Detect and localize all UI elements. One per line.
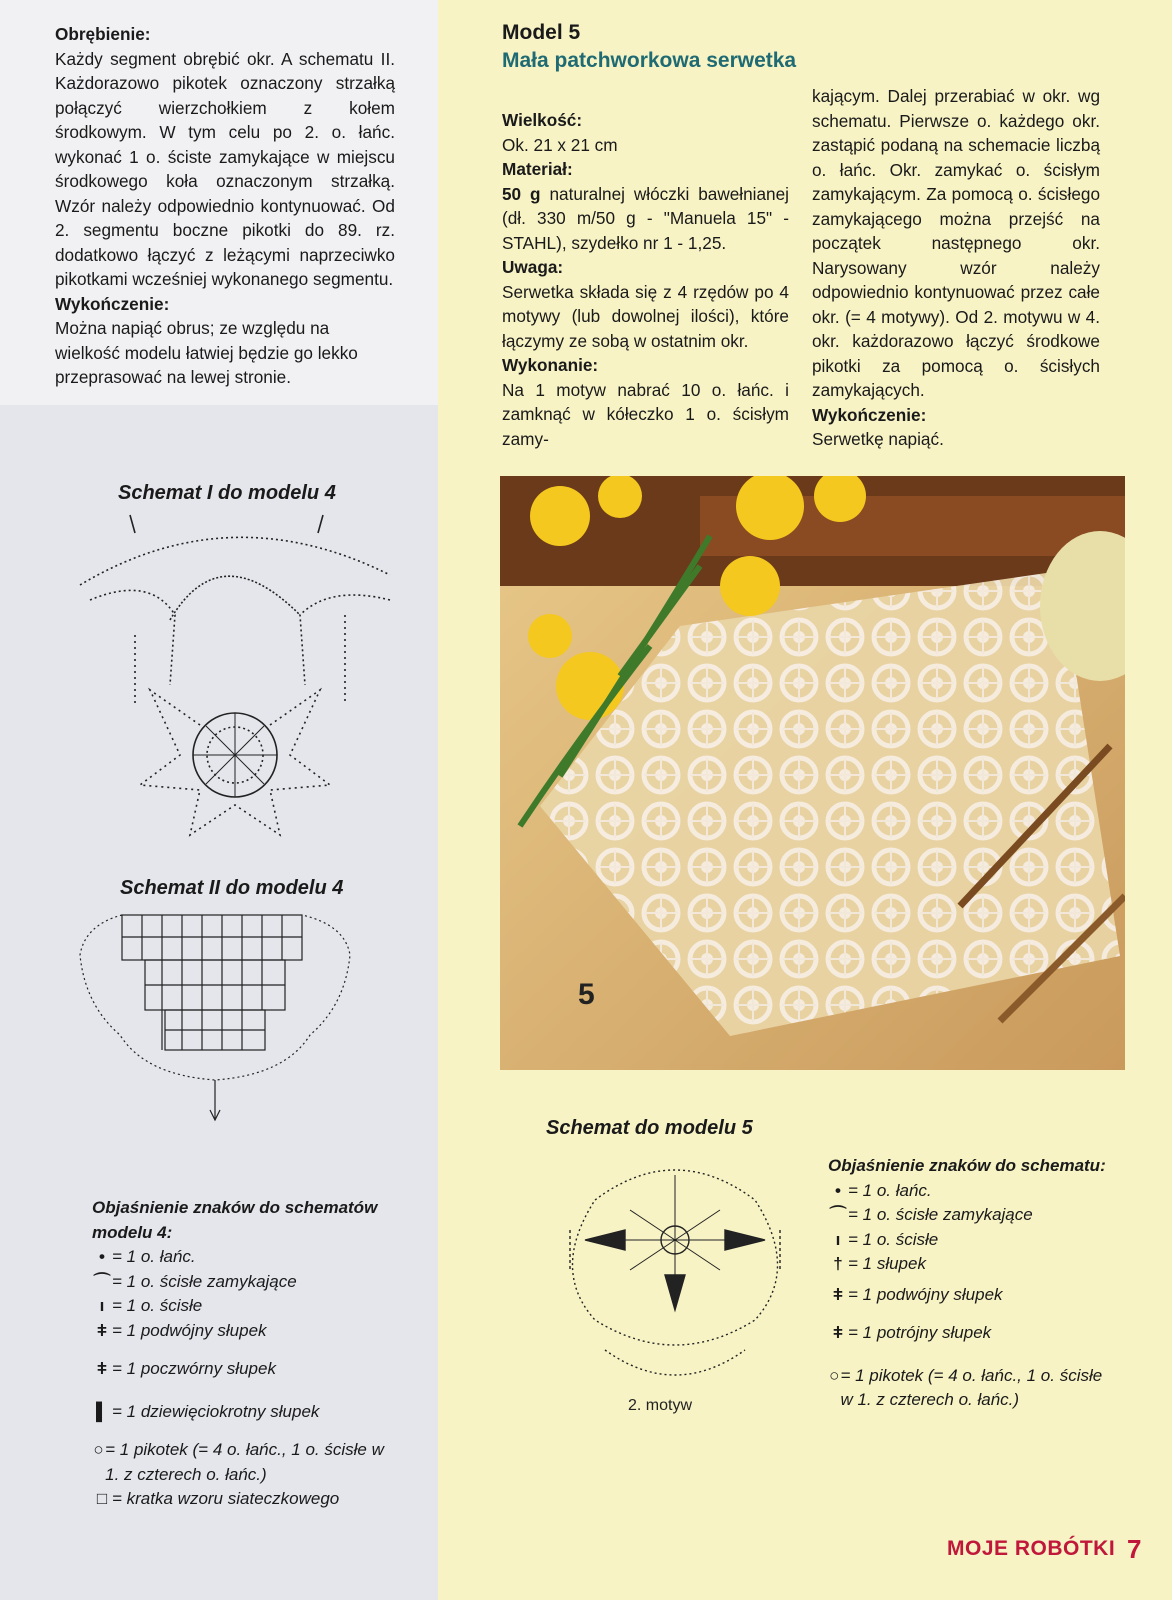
model5-column-2 bbox=[812, 84, 1100, 452]
page-number: 7 bbox=[1127, 1534, 1142, 1564]
double-treble-icon: ǂ bbox=[97, 1320, 107, 1340]
execution-text: Na 1 motyw nabrać 10 o. łańc. i zamknąć w kółeczko 1 o. ścisłym zamy- bbox=[502, 379, 789, 449]
legend4-item bbox=[92, 1487, 397, 1512]
model-title: Model 5 bbox=[502, 21, 581, 44]
finish-text: Serwetkę napiąć. bbox=[812, 429, 944, 449]
legend5-item bbox=[828, 1321, 1118, 1346]
legend5-title: Objaśnienie znaków do schematu: bbox=[828, 1156, 1106, 1175]
quadruple-treble-icon: ǂ bbox=[97, 1359, 107, 1378]
legend4-text: = kratka wzoru siateczkowego bbox=[112, 1489, 340, 1508]
triple-treble-icon: ǂ bbox=[833, 1323, 843, 1342]
legend5-text: = 1 o. ścisłe zamykające bbox=[848, 1205, 1033, 1224]
note-text: Serwetka składa się z 4 rzędów po 4 motywy (lub dowolnej ilości), które łączymy ze sobą w ostatnim okr. bbox=[502, 281, 789, 351]
legend5-item bbox=[828, 1228, 1118, 1253]
legend5-text: = 1 o. ścisłe bbox=[848, 1229, 939, 1249]
schema5-title: Schemat do modelu 5 bbox=[546, 1117, 753, 1139]
schema1-diagram bbox=[60, 505, 420, 845]
chain-icon: • bbox=[99, 1247, 105, 1266]
model5-column-1 bbox=[502, 108, 789, 451]
magazine-brand: MOJE ROBÓTKI bbox=[947, 1537, 1116, 1560]
material-amount: 50 g bbox=[502, 183, 541, 204]
legend4-text: = 1 o. ścisłe bbox=[112, 1296, 203, 1315]
legend5-text: = 1 potrójny słupek bbox=[848, 1323, 992, 1342]
mesh-square-icon: □ bbox=[96, 1489, 108, 1508]
note-heading: Uwaga: bbox=[502, 257, 564, 277]
photo-number: 5 bbox=[578, 978, 595, 1011]
size-heading: Wielkość: bbox=[502, 110, 583, 130]
double-treble-icon: ǂ bbox=[833, 1284, 843, 1304]
legend4-item bbox=[92, 1400, 397, 1425]
legend4-text: = 1 dziewięciokrotny słupek bbox=[112, 1401, 320, 1421]
legend5-item bbox=[828, 1252, 1118, 1277]
material-text bbox=[502, 182, 789, 256]
material-heading: Materiał: bbox=[502, 159, 573, 179]
single-crochet-icon: ı bbox=[835, 1229, 841, 1249]
treble-icon: † bbox=[833, 1254, 843, 1273]
schema5-diagram bbox=[550, 1160, 800, 1420]
schema2-title: Schemat II do modelu 4 bbox=[120, 877, 344, 899]
slip-stitch-icon: ⌒ bbox=[829, 1205, 847, 1224]
legend4-item bbox=[92, 1319, 397, 1344]
schema1-title: Schemat I do modelu 4 bbox=[118, 482, 336, 504]
legend4-text: = 1 podwójny słupek bbox=[112, 1320, 267, 1340]
picot-icon: ○ bbox=[829, 1365, 840, 1385]
heading-wykonczenie: Wykończenie: bbox=[55, 293, 170, 314]
legend5-item bbox=[828, 1203, 1118, 1228]
legend4-item bbox=[92, 1270, 397, 1295]
legend4-text: = 1 o. łańc. bbox=[112, 1247, 196, 1266]
paragraph-wykonczenie: Można napiąć obrus; ze względu na wielkość modelu łatwiej będzie go lekko przeprasować na lewej stronie. bbox=[55, 318, 358, 387]
legend-model5 bbox=[828, 1154, 1118, 1413]
legend5-text: = 1 podwójny słupek bbox=[848, 1284, 1003, 1304]
model-subtitle: Mała patchworkowa serwetka bbox=[502, 49, 797, 72]
legend5-item bbox=[828, 1179, 1118, 1204]
legend4-item bbox=[92, 1294, 397, 1319]
heading-obrebienie: Obrębienie: bbox=[55, 24, 151, 44]
schema2-diagram bbox=[65, 905, 365, 1145]
legend5-item bbox=[828, 1283, 1118, 1308]
legend-model4 bbox=[92, 1196, 397, 1512]
execution-continued: kającym. Dalej przerabiać w okr. wg schematu. Pierwsze o. każdego okr. zastąpić podaną na schemacie liczbą o. łańc. Okr. zamykać o. ścisłym zamykającym. Za pomocą o. ścisłego zamykającego można przejść na początek następnego okr. Narysowany wzór należy odpowiednio kontynuować przez całe okr. (= 4 motywy). Od 2. motywu w 4. okr. każdorazowo łączyć środkowe pikotki za pomocą o. ścisłych zamykających. bbox=[812, 86, 1100, 400]
legend4-text: = 1 pikotek (= 4 o. łańc., 1 o. ścisłe w 1. z czterech o. łańc.) bbox=[105, 1440, 384, 1484]
legend4-title: Objaśnienie znaków do schematów modelu 4: bbox=[92, 1198, 378, 1242]
execution-heading: Wykonanie: bbox=[502, 355, 599, 375]
legend5-text: = 1 słupek bbox=[848, 1254, 926, 1273]
legend4-text: = 1 poczwórny słupek bbox=[112, 1359, 276, 1378]
single-crochet-icon: ı bbox=[99, 1296, 105, 1315]
size-value: Ok. 21 x 21 cm bbox=[502, 134, 618, 155]
finish-heading: Wykończenie: bbox=[812, 404, 927, 425]
material-desc: naturalnej włóczki bawełnianej (dł. 330 m/50 g - "Manuela 15" - STAHL), szydełko nr 1 - 1,25. bbox=[502, 183, 789, 253]
legend5-text: = 1 o. łańc. bbox=[848, 1180, 932, 1200]
legend4-item bbox=[92, 1245, 397, 1270]
slip-stitch-icon: ⌒ bbox=[93, 1271, 111, 1291]
doily-photo bbox=[500, 476, 1125, 1070]
legend5-item bbox=[828, 1364, 1118, 1413]
chain-icon: • bbox=[835, 1180, 841, 1200]
paragraph-obrebienie: Każdy segment obrębić okr. A schematu II. Każdorazowo pikotek oznaczony strzałką połączyć wierzchołkiem z kołem środkowym. W tym celu po 2. o. łańc. wykonać 1 o. ściste zamykające w miejscu środkowego koła oznaczonym strzałką. Wzór należy odpowiednio kontynuować. Od 2. segmentu boczne pikotki do 89. rz. dodatkowo łączyć z leżącymi naprzeciwko pikotkami wcześniej wykonanego segmentu. bbox=[55, 48, 395, 289]
legend4-item bbox=[92, 1438, 397, 1487]
legend5-text: = 1 pikotek (= 4 o. łańc., 1 o. ścisłe w 1. z czterech o. łańc.) bbox=[840, 1365, 1103, 1409]
legend4-item bbox=[92, 1357, 397, 1382]
schema5-label: 2. motyw bbox=[628, 1397, 693, 1414]
left-text-block bbox=[55, 22, 395, 390]
picot-icon: ○ bbox=[93, 1440, 104, 1459]
legend4-text: = 1 o. ścisłe zamykające bbox=[112, 1271, 297, 1291]
ninefold-treble-icon: ▌ bbox=[95, 1401, 109, 1421]
